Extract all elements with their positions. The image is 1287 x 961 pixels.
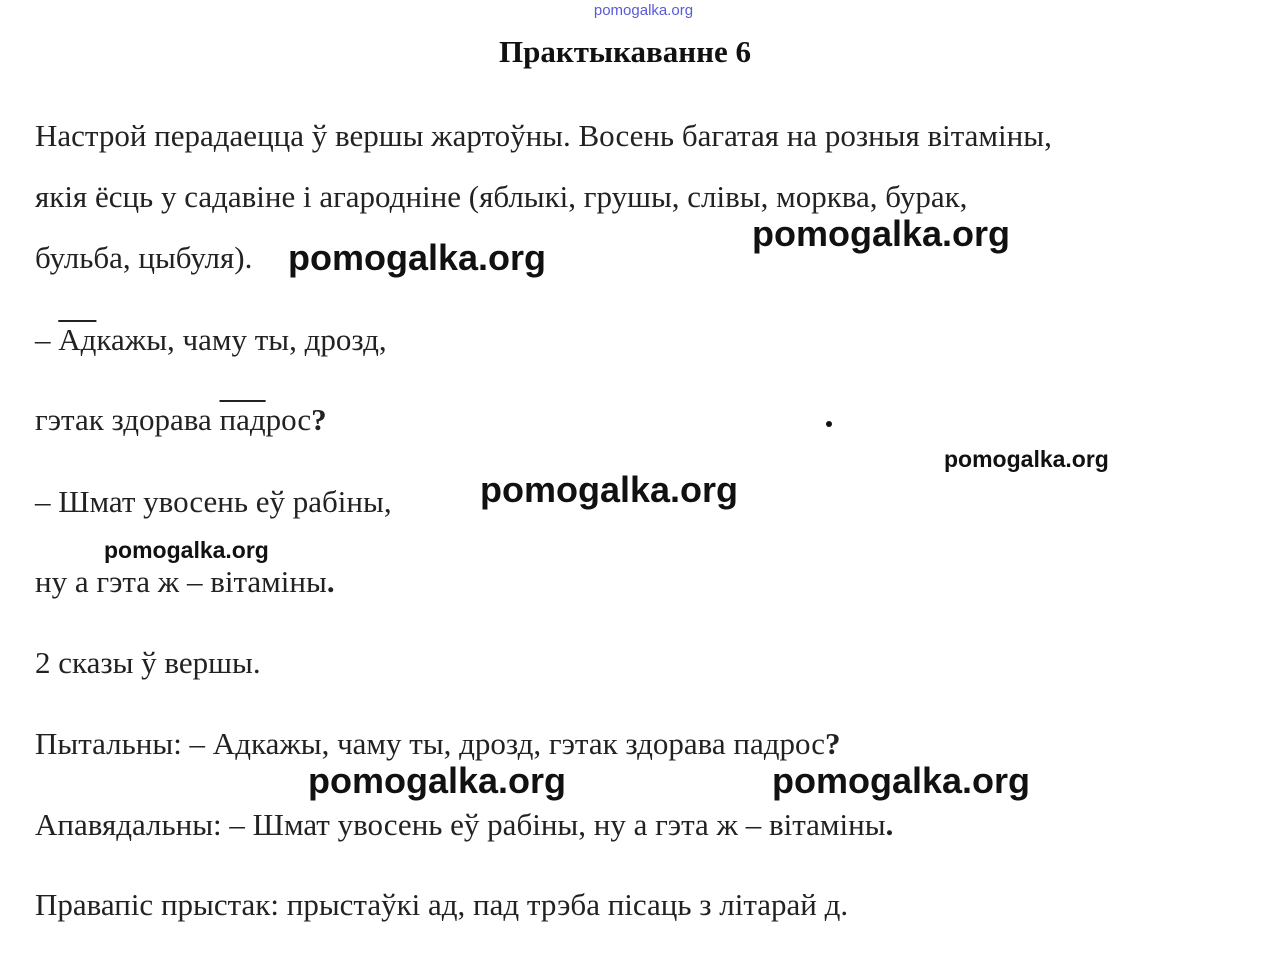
prefix-pad: пад <box>219 402 266 437</box>
watermark: pomogalka.org <box>752 213 1011 254</box>
prefix-ad: Ад <box>58 322 97 357</box>
poem-line-4 <box>35 562 335 602</box>
paragraph-line-2: якія ёсць у садавіне і агародніне (яблыкі, грушы, слівы, морква, бурак, <box>35 179 968 214</box>
question-mark: ? <box>311 402 327 437</box>
poem-line-2 <box>35 400 327 440</box>
watermark: pomogalka.org <box>480 469 739 510</box>
paragraph-line-3: бульба, цыбуля). <box>35 240 253 275</box>
watermark: pomogalka.org <box>288 237 547 278</box>
poem-line-1 <box>35 320 387 360</box>
question-end-mark: ? <box>825 726 841 761</box>
question-text: Пытальны: – Адкажы, чаму ты, дрозд, гэтак здорава падрос <box>35 726 826 761</box>
watermark: pomogalka.org <box>772 760 1031 801</box>
sentence-count-line: 2 сказы ў вершы. <box>35 645 261 680</box>
statement-end-mark: . <box>885 807 894 842</box>
poem-line-4-text: ну а гэта ж – вітаміны <box>35 564 327 599</box>
top-watermark: pomogalka.org <box>593 2 694 19</box>
watermark: pomogalka.org <box>944 446 1109 472</box>
watermark: pomogalka.org <box>104 537 269 563</box>
statement-text: Апавядальны: – Шмат увосень еў рабіны, ну а гэта ж – вітаміны <box>35 807 886 842</box>
page-title: Практыкаванне 6 <box>498 34 751 69</box>
statement-line <box>35 805 893 845</box>
poem-line-2-rest: рос <box>265 402 312 437</box>
poem-line-2-start: гэтак здорава <box>35 402 220 437</box>
watermark: pomogalka.org <box>308 760 567 801</box>
rule-line: Правапіс прыстак: прыстаўкі ад, пад трэба пісаць з літарай д. <box>35 887 849 922</box>
question-line <box>35 724 841 764</box>
paragraph-line-1: Настрой перадаецца ў вершы жартоўны. Восень багатая на розныя вітаміны, <box>35 118 1052 153</box>
stray-dot <box>826 421 832 427</box>
poem-line-1-rest: кажы, чаму ты, дрозд, <box>96 322 387 357</box>
poem-line-3: – Шмат увосень еў рабіны, <box>35 484 392 519</box>
period-mark: . <box>326 564 335 599</box>
dash: – <box>35 322 59 357</box>
